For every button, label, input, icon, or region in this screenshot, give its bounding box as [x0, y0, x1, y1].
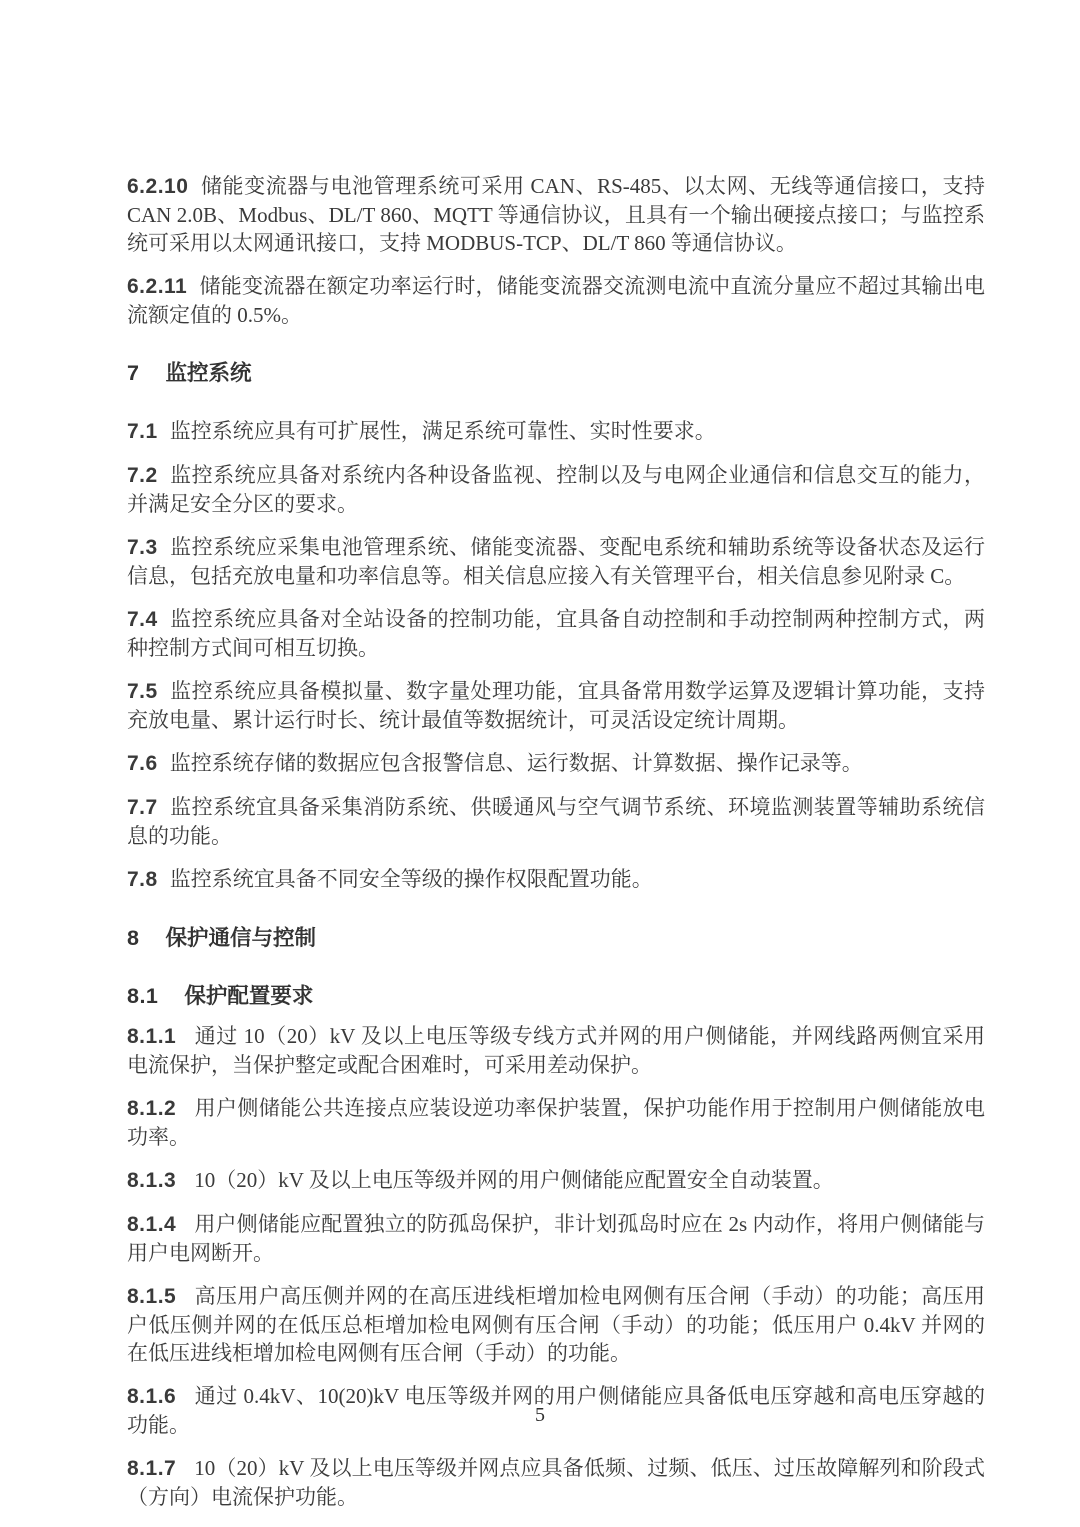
clause-7-7	[127, 793, 985, 850]
clause-text: 监控系统应具有可扩展性，满足系统可靠性、实时性要求。	[169, 419, 716, 443]
clause-7-6	[127, 749, 985, 778]
clause-7-4	[127, 605, 985, 662]
clause-text: 监控系统应具备模拟量、数字量处理功能，宜具备常用数学运算及逻辑计算功能，支持充放电量、累计运行时长、统计最值等数据统计，可灵活设定统计周期。	[127, 679, 985, 732]
clause-number: 8.1.3	[127, 1169, 177, 1192]
clause-text: 监控系统应采集电池管理系统、储能变流器、变配电系统和辅助系统等设备状态及运行信息，包括充放电量和功率信息等。相关信息应接入有关管理平台，相关信息参见附录 C。	[127, 535, 985, 588]
clause-number: 8.1.5	[127, 1285, 177, 1308]
clause-text: 10（20）kV 及以上电压等级并网的用户侧储能应配置安全自动装置。	[194, 1168, 834, 1192]
section-heading-8	[127, 924, 985, 952]
clause-7-8	[127, 865, 985, 894]
clause-text: 通过 10（20）kV 及以上电压等级专线方式并网的用户侧储能，并网线路两侧宜采用电流保护，当保护整定或配合困难时，可采用差动保护。	[127, 1024, 985, 1077]
clause-number: 8.1.4	[127, 1213, 177, 1236]
clause-text: 通过 0.4kV、10(20)kV 电压等级并网的用户侧储能应具备低电压穿越和高电压穿越的功能。	[127, 1384, 985, 1437]
clause-8-1-4	[127, 1210, 985, 1267]
clause-text: 监控系统应具备对全站设备的控制功能，宜具备自动控制和手动控制两种控制方式，两种控制方式间可相互切换。	[127, 607, 985, 660]
clause-text: 用户侧储能应配置独立的防孤岛保护，非计划孤岛时应在 2s 内动作，将用户侧储能与用户电网断开。	[127, 1212, 985, 1265]
clause-number: 7.6	[127, 752, 158, 775]
page-number: 5	[535, 1404, 545, 1426]
clause-number: 6.2.10	[127, 175, 189, 198]
clause-number: 7.4	[127, 608, 158, 631]
clause-text: 储能变流器与电池管理系统可采用 CAN、RS-485、以太网、无线等通信接口，支持 CAN 2.0B、Modbus、DL/T 860、MQTT 等通信协议，且具有一个输出硬接点接口；与监控系统可采用以太网通讯接口，支持 MODBUS-TCP、DL/T 860 等通信协议。	[127, 174, 985, 255]
clause-text: 监控系统宜具备不同安全等级的操作权限配置功能。	[169, 867, 653, 891]
clause-number: 6.2.11	[127, 275, 188, 298]
section-heading-7	[127, 359, 985, 387]
section-number: 8	[127, 926, 140, 950]
clause-text: 10（20）kV 及以上电压等级并网点应具备低频、过频、低压、过压故障解列和阶段式（方向）电流保护功能。	[127, 1456, 985, 1509]
clause-8-1-2	[127, 1094, 985, 1151]
clause-number: 7.7	[127, 796, 158, 819]
section-number: 7	[127, 361, 140, 385]
clause-number: 7.8	[127, 868, 158, 891]
clause-number: 7.3	[127, 536, 158, 559]
clause-number: 8.1.1	[127, 1025, 177, 1048]
clause-6-2-10	[127, 172, 985, 257]
clause-number: 8.1.7	[127, 1457, 177, 1480]
clause-number: 8.1.2	[127, 1097, 177, 1120]
clause-8-1-1	[127, 1022, 985, 1079]
section-title: 监控系统	[165, 361, 252, 385]
clause-6-2-11	[127, 272, 985, 329]
section-title: 保护通信与控制	[165, 926, 316, 950]
clause-text: 用户侧储能公共连接点应装设逆功率保护装置，保护功能作用于控制用户侧储能放电功率。	[127, 1096, 985, 1149]
clause-text: 监控系统应具备对系统内各种设备监视、控制以及与电网企业通信和信息交互的能力，并满足安全分区的要求。	[127, 463, 985, 516]
clause-text: 监控系统宜具备采集消防系统、供暖通风与空气调节系统、环境监测装置等辅助系统信息的功能。	[127, 795, 985, 848]
clause-7-3	[127, 533, 985, 590]
clause-8-1-5	[127, 1282, 985, 1367]
clause-number: 7.5	[127, 680, 158, 703]
clause-7-5	[127, 677, 985, 734]
clause-text: 监控系统存储的数据应包含报警信息、运行数据、计算数据、操作记录等。	[169, 751, 863, 775]
clause-number: 8.1.6	[127, 1385, 177, 1408]
clause-text: 储能变流器在额定功率运行时，储能变流器交流测电流中直流分量应不超过其输出电流额定值的 0.5%。	[127, 274, 985, 327]
clause-8-1-3	[127, 1166, 985, 1195]
clause-number: 7.2	[127, 464, 158, 487]
clause-8-1-7	[127, 1454, 985, 1511]
subsection-heading-8-1	[127, 982, 985, 1010]
clause-number: 7.1	[127, 420, 158, 443]
clause-text: 高压用户高压侧并网的在高压进线柜增加检电网侧有压合闸（手动）的功能；高压用户低压侧并网的在低压总柜增加检电网侧有压合闸（手动）的功能；低压用户 0.4kV 并网的在低压进线柜增加检电网侧有压合闸（手动）的功能。	[127, 1284, 985, 1365]
clause-7-1	[127, 417, 985, 446]
clause-7-2	[127, 461, 985, 518]
subsection-title: 保护配置要求	[184, 984, 314, 1008]
subsection-number: 8.1	[127, 984, 159, 1008]
